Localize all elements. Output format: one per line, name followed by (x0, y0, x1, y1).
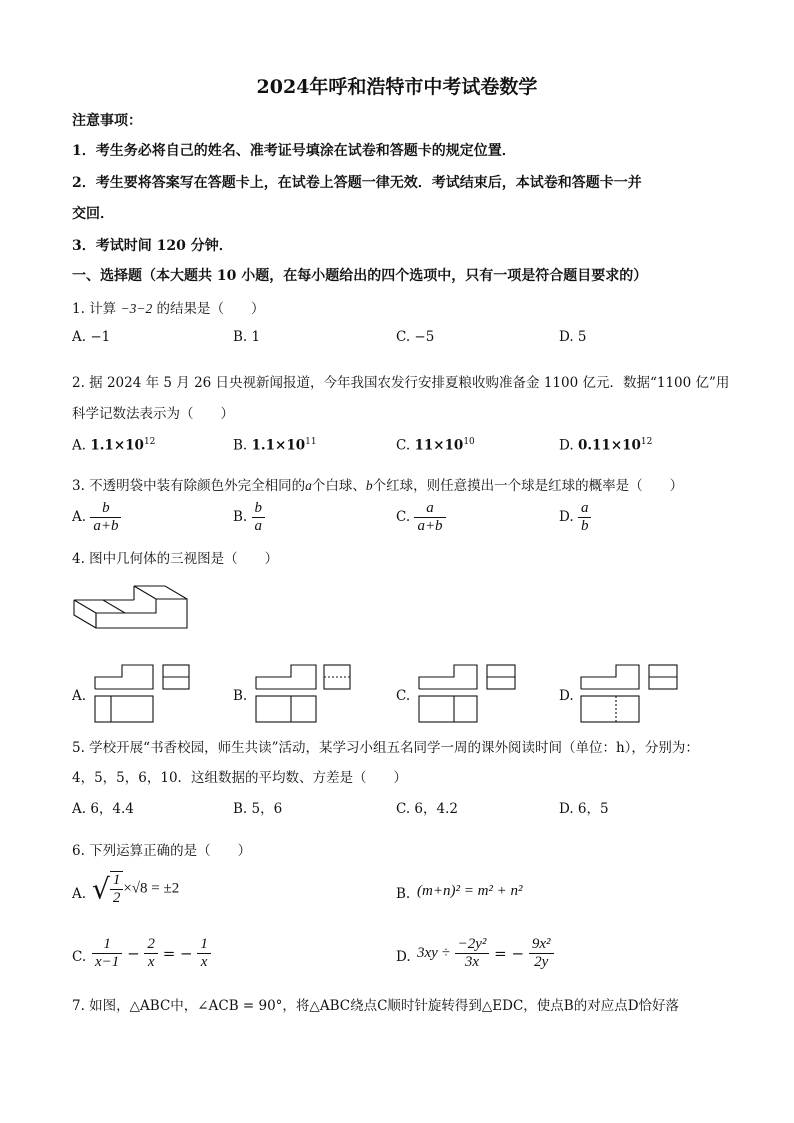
q3-option-a: A. $\frac{b}{a+b}$ (72, 500, 121, 535)
q6-stem: 6. 下列运算正确的是（ ） (72, 843, 252, 859)
q4-option-c-label: C. (396, 688, 411, 704)
q5-stem-line1: 5. 学校开展“书香校园，师生共读”活动，某学习小组五名同学一周的课外阅读时间（单位：h），分别为： (72, 740, 699, 756)
q6-option-c-expr: $\frac{1}{x-1}$ − $\frac{2}{x}$ = − $\frac{1}{x}$ (92, 936, 211, 971)
q7-stem: 7. 如图，△ABC中，∠ACB = 90°，将△ABC绕点C顺时针旋转得到△EDC，使点B的对应点D恰好落 (72, 998, 680, 1014)
q2-option-d: D. $0.11\times 10^{12}$ (559, 437, 653, 454)
q2-option-c: C. $11\times 10^{10}$ (396, 437, 475, 454)
q5-option-c: C. 6，4.2 (396, 801, 458, 817)
q1-option-c: C. −5 (396, 329, 435, 345)
q2-stem-line1: 2. 据 2024 年 5 月 26 日央视新闻报道，今年我国农发行安排夏粮收购准备金 1100 亿元．数据“1100 亿”用 (72, 375, 730, 391)
q2-stem-line2: 科学记数法表示为（ ） (72, 406, 234, 422)
notice-item-1: 1．考生务必将自己的姓名、准考证号填涂在试卷和答题卡的规定位置． (72, 143, 516, 159)
q5-option-a: A. 6，4.4 (72, 801, 134, 817)
notice-item-2-cont: 交回． (72, 206, 114, 222)
q6-option-d-label: D. (396, 949, 411, 965)
q3-option-b: B. $\frac{b}{a}$ (233, 500, 265, 535)
q3-stem: 3. 不透明袋中装有除颜色外完全相同的a个白球、b个红球，则任意摸出一个球是红球的概率是（ ） (72, 478, 684, 494)
q5-option-b: B. 5，6 (233, 801, 283, 817)
q4-option-c-views (416, 663, 520, 725)
q6-option-b-label: B. (396, 886, 411, 902)
q6-option-a-expr: √ $\frac{1}{2}$ ×√8 = ±2 (92, 872, 180, 906)
q6-option-a-label: A. (72, 886, 87, 902)
q1-option-a: A. −1 (72, 329, 111, 345)
q4-solid-figure (70, 570, 194, 632)
q1-option-d: D. 5 (559, 329, 587, 345)
page-title: 2024年呼和浩特市中考试卷数学 (256, 76, 538, 98)
q4-option-d-views (578, 663, 682, 725)
notice-heading: 注意事项： (72, 113, 142, 129)
q4-option-a-views (92, 663, 192, 725)
q4-option-d-label: D. (559, 688, 574, 704)
q5-option-d: D. 6，5 (559, 801, 609, 817)
q3-option-d: D. $\frac{a}{b}$ (559, 500, 591, 535)
q4-option-b-label: B. (233, 688, 248, 704)
q6-option-d-expr: 3xy ÷ $\frac{\text{−2y²}}{3x}$ = − $\frac{\text{9x²}}{2y}$ (417, 936, 554, 971)
q4-stem: 4. 图中几何体的三视图是（ ） (72, 551, 279, 567)
q3-option-c: C. $\frac{a}{a+b}$ (396, 500, 446, 535)
q6-option-c-label: C. (72, 949, 87, 965)
q5-stem-line2: 4，5，5，6，10．这组数据的平均数、方差是（ ） (72, 770, 408, 786)
q1-stem: 1. 计算 −3−2 的结果是（ ） (72, 301, 265, 317)
q2-option-a: A. $1.1\times 10^{12}$ (72, 437, 156, 454)
notice-item-2: 2．考生要将答案写在答题卡上，在试卷上答题一律无效．考试结束后，本试卷和答题卡一并 (72, 175, 642, 191)
q1-option-b: B. 1 (233, 329, 261, 345)
q2-option-b: B. $1.1\times 10^{11}$ (233, 437, 317, 454)
notice-item-3: 3．考试时间 120 分钟． (72, 238, 233, 254)
q4-option-a-label: A. (72, 688, 87, 704)
q4-option-b-views (253, 663, 353, 725)
q6-option-b-expr: (m+n)² = m² + n² (417, 883, 523, 899)
section-heading: 一、选择题（本大题共 10 小题，在每小题给出的四个选项中，只有一项是符合题目要求的） (72, 268, 648, 284)
